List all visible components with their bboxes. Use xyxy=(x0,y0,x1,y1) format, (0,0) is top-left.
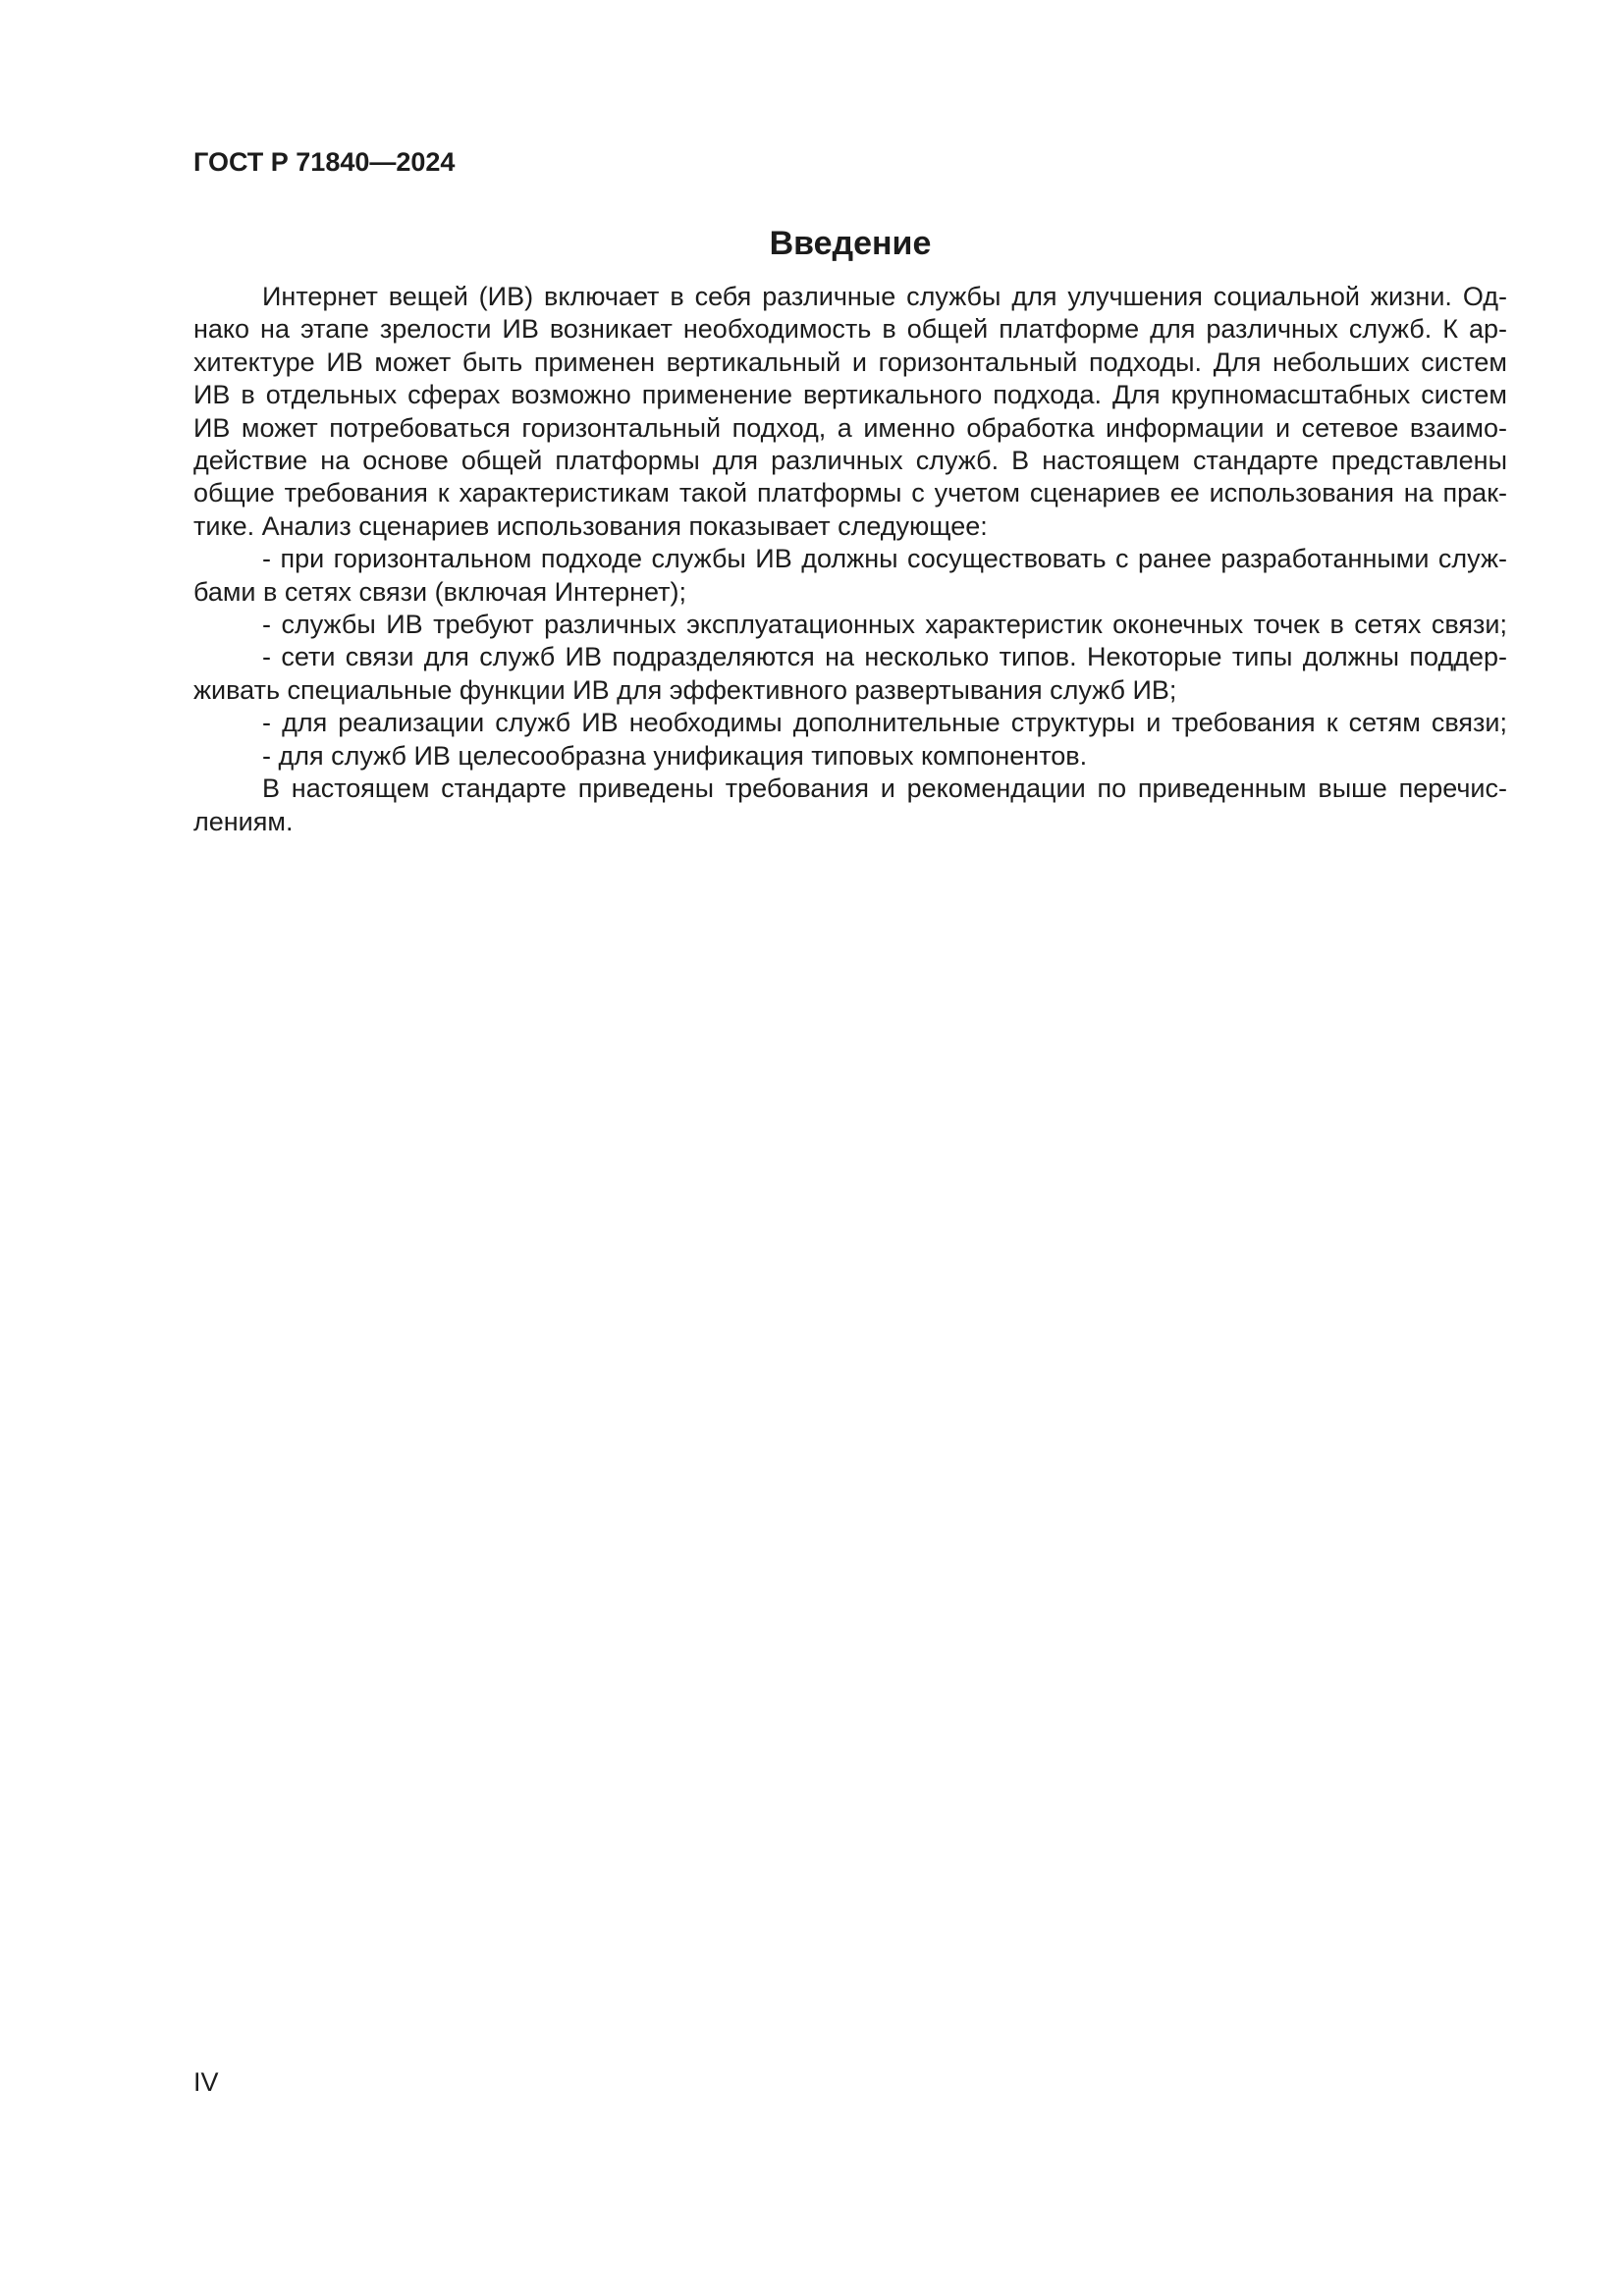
text-line: бами в сетях связи (включая Интернет); xyxy=(193,576,686,607)
text-line: ИВ может потребоваться горизонтальный подход, а именно обработка информации и сетевое взаимо- xyxy=(193,412,1507,443)
text-line: тике. Анализ сценариев использования показывает следующее: xyxy=(193,510,988,541)
text-line: общие требования к характеристикам такой платформы с учетом сценариев ее использования на прак- xyxy=(193,478,1507,508)
text-line: хитектуре ИВ может быть применен вертикальный и горизонтальный подходы. Для небольших систем xyxy=(193,347,1507,377)
text-line: - при горизонтальном подходе службы ИВ должны сосуществовать с ранее разработанными служ- xyxy=(262,544,1507,574)
text-line: - для служб ИВ целесообразна унификация типовых компонентов. xyxy=(262,740,1088,771)
text-line: ИВ в отдельных сферах возможно применение вертикального подхода. Для крупномасштабных систем xyxy=(193,380,1507,410)
text-line: Интернет вещей (ИВ) включает в себя различные службы для улучшения социальной жизни. Од- xyxy=(262,282,1507,311)
text-line: - сети связи для служб ИВ подразделяются на несколько типов. Некоторые типы должны поддер- xyxy=(262,642,1507,672)
text-line: - службы ИВ требуют различных эксплуатационных характеристик оконечных точек в сетях связи; xyxy=(262,610,1507,640)
text-line: В настоящем стандарте приведены требования и рекомендации по приведенным выше перечис- xyxy=(262,774,1507,804)
page-number: IV xyxy=(193,2067,219,2097)
text-line: - для реализации служб ИВ необходимы дополнительные структуры и требования к сетям связи; xyxy=(262,708,1507,738)
section-title: Введение xyxy=(769,225,932,262)
text-line: лениям. xyxy=(193,806,294,836)
text-line: живать специальные функции ИВ для эффективного развертывания служб ИВ; xyxy=(193,674,1177,705)
document-standard-number: ГОСТ Р 71840—2024 xyxy=(193,147,456,177)
text-line: нако на этапе зрелости ИВ возникает необходимость в общей платформе для различных служб. К ар- xyxy=(193,314,1507,345)
introduction-text xyxy=(193,281,1507,838)
text-line: действие на основе общей платформы для различных служб. В настоящем стандарте представлены xyxy=(193,446,1507,476)
